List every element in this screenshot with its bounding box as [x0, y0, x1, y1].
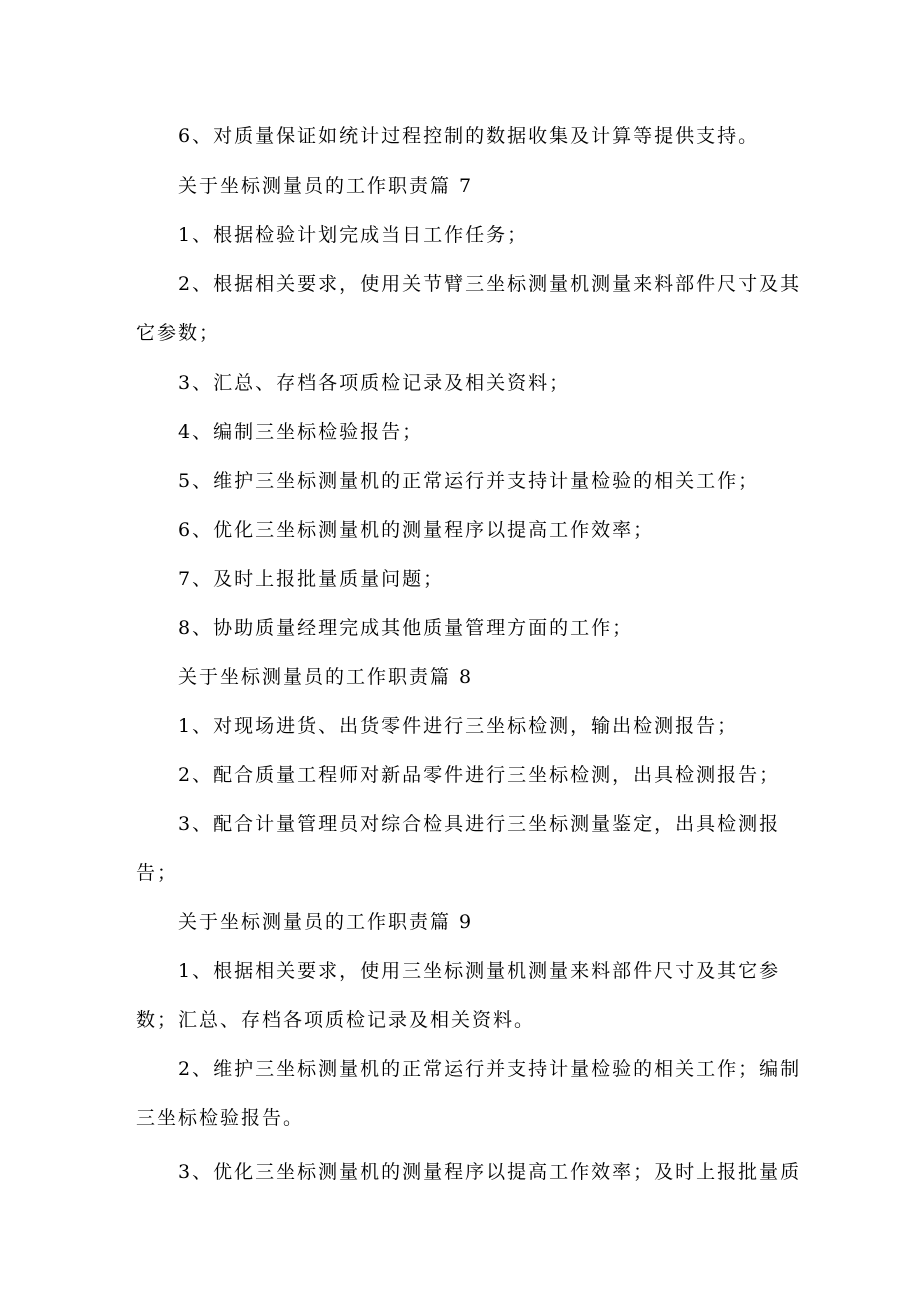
section-heading-8: 关于坐标测量员的工作职责篇 8: [178, 666, 474, 688]
paragraph-line: 7、及时上报批量质量问题；: [178, 568, 445, 590]
paragraph-line: 3、优化三坐标测量机的测量程序以提高工作效率；及时上报批量质: [178, 1161, 802, 1183]
section-heading-7: 关于坐标测量员的工作职责篇 7: [178, 175, 474, 197]
paragraph-line-continuation: 告；: [136, 862, 179, 884]
paragraph-line: 6、优化三坐标测量机的测量程序以提高工作效率；: [178, 519, 655, 541]
paragraph-line: 3、配合计量管理员对综合检具进行三坐标测量鉴定，出具检测报: [178, 813, 781, 835]
paragraph-line: 2、维护三坐标测量机的正常运行并支持计量检验的相关工作；编制: [178, 1058, 802, 1080]
section-heading-9: 关于坐标测量员的工作职责篇 9: [178, 911, 474, 933]
paragraph-line: 2、根据相关要求，使用关节臂三坐标测量机测量来料部件尺寸及其: [178, 273, 802, 295]
paragraph-line: 4、编制三坐标检验报告；: [178, 421, 424, 443]
paragraph-line-continuation: 三坐标检验报告。: [136, 1107, 305, 1129]
paragraph-line: 1、对现场进货、出货零件进行三坐标检测，输出检测报告；: [178, 715, 739, 737]
paragraph-line: 3、汇总、存档各项质检记录及相关资料；: [178, 372, 571, 394]
paragraph-line-continuation: 数；汇总、存档各项质检记录及相关资料。: [136, 1009, 536, 1031]
paragraph-line: 1、根据检验计划完成当日工作任务；: [178, 224, 529, 246]
paragraph-line-continuation: 它参数；: [136, 322, 221, 344]
paragraph-item-6-data-support: 6、对质量保证如统计过程控制的数据收集及计算等提供支持。: [178, 125, 760, 147]
paragraph-line: 8、协助质量经理完成其他质量管理方面的工作；: [178, 617, 634, 639]
paragraph-line: 1、根据相关要求，使用三坐标测量机测量来料部件尺寸及其它参: [178, 960, 781, 982]
paragraph-line: 5、维护三坐标测量机的正常运行并支持计量检验的相关工作；: [178, 470, 760, 492]
paragraph-line: 2、配合质量工程师对新品零件进行三坐标检测，出具检测报告；: [178, 764, 781, 786]
